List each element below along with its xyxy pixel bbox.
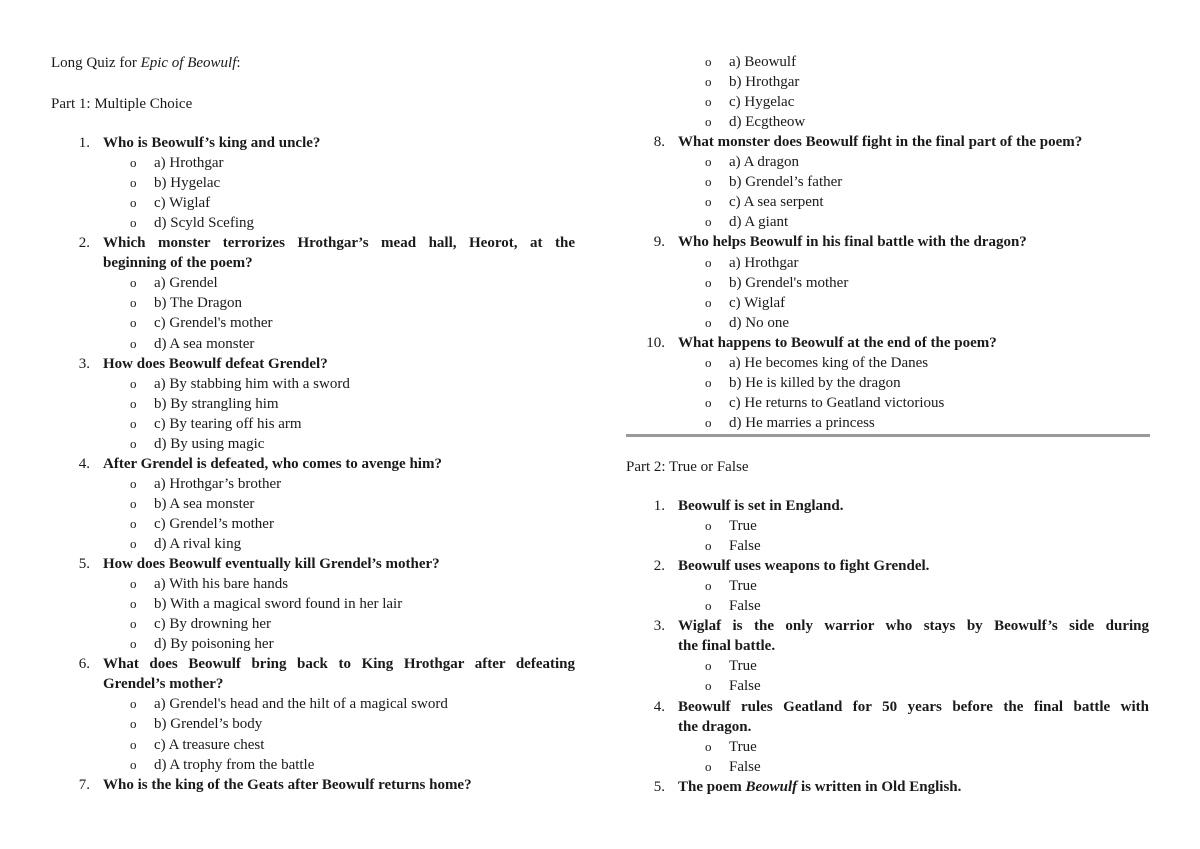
bullet-icon: o — [705, 174, 712, 190]
bullet-icon: o — [705, 578, 712, 594]
bullet-icon: o — [705, 374, 712, 390]
question-text: Beowulf uses weapons to fight Grendel. — [678, 558, 930, 575]
question-text: What monster does Beowulf fight in the final part of the poem? — [678, 134, 1083, 151]
bullet-icon: o — [705, 538, 712, 554]
answer-option: True — [729, 578, 757, 595]
question-text: beginning of the poem? — [103, 255, 253, 272]
bullet-icon: o — [705, 598, 712, 614]
bullet-icon: o — [130, 435, 137, 451]
answer-option: c) A treasure chest — [154, 736, 265, 753]
bullet-icon: o — [705, 214, 712, 230]
bullet-icon: o — [705, 194, 712, 210]
answer-option: a) With his bare hands — [154, 576, 289, 593]
answer-option: c) Grendel’s mother — [154, 515, 274, 532]
question-text: What does Beowulf bring back to King Hrothgar after defeating — [103, 656, 575, 673]
bullet-icon: o — [130, 315, 137, 331]
quiz-title: Long Quiz for Epic of Beowulf: — [51, 55, 241, 71]
question-number: 2. — [78, 235, 90, 252]
bullet-icon: o — [705, 54, 712, 69]
question-text: Who is Beowulf’s king and uncle? — [103, 135, 321, 151]
question-number: 5. — [653, 778, 665, 795]
bullet-icon: o — [705, 314, 712, 330]
bullet-icon: o — [130, 596, 137, 612]
question-number: 4. — [78, 455, 90, 472]
section-divider — [626, 434, 1150, 437]
bullet-icon: o — [705, 414, 712, 430]
answer-option: d) He marries a princess — [729, 414, 875, 431]
answer-option: d) A trophy from the battle — [154, 756, 315, 773]
answer-option: a) Grendel — [154, 275, 218, 292]
answer-option: d) By using magic — [154, 435, 265, 452]
bullet-icon: o — [705, 658, 712, 674]
answer-option: d) A rival king — [154, 536, 242, 552]
question-text: After Grendel is defeated, who comes to avenge him? — [103, 455, 442, 472]
answer-option: b) Hygelac — [154, 175, 221, 192]
bullet-icon: o — [705, 518, 712, 534]
answer-option: d) A sea monster — [154, 335, 255, 352]
answer-option: c) Hygelac — [729, 94, 795, 111]
bullet-icon: o — [130, 395, 137, 411]
bullet-icon: o — [130, 636, 137, 652]
question-text: Wiglaf is the only warrior who stays by Beowulf’s side during — [678, 618, 1149, 635]
question-text: Grendel’s mother? — [103, 676, 224, 693]
bullet-icon: o — [705, 274, 712, 290]
answer-option: a) By stabbing him with a sword — [154, 375, 350, 392]
bullet-icon: o — [705, 354, 712, 370]
answer-option: b) He is killed by the dragon — [729, 374, 901, 391]
question-text: the dragon. — [678, 718, 752, 735]
question-number: 1. — [78, 135, 90, 151]
answer-option: b) Hrothgar — [729, 74, 800, 91]
question-text-pre: The poem — [678, 778, 746, 795]
bullet-icon: o — [705, 94, 712, 110]
answer-option: a) Hrothgar’s brother — [154, 475, 282, 492]
question-text-post: is written in Old English. — [797, 778, 962, 795]
bullet-icon: o — [130, 215, 137, 231]
answer-option: False — [729, 678, 761, 695]
answer-option: False — [729, 758, 761, 775]
answer-option: c) By tearing off his arm — [154, 415, 302, 432]
question-text: Who helps Beowulf in his final battle with the dragon? — [678, 234, 1027, 251]
answer-option: True — [729, 738, 757, 755]
bullet-icon: o — [130, 475, 137, 491]
answer-option: c) Wiglaf — [154, 195, 211, 212]
answer-option: d) No one — [729, 314, 789, 331]
question-number: 5. — [78, 556, 90, 573]
question-text: Beowulf rules Geatland for 50 years before the final battle with — [678, 698, 1149, 715]
bullet-icon: o — [705, 678, 712, 694]
bullet-icon: o — [705, 758, 712, 774]
answer-option: a) Hrothgar — [154, 155, 224, 172]
question-number: 7. — [78, 776, 90, 793]
answer-option: d) Ecgtheow — [729, 114, 806, 131]
bullet-icon: o — [705, 738, 712, 754]
question-number: 2. — [653, 558, 665, 575]
answer-option: b) Grendel’s father — [729, 174, 843, 191]
bullet-icon: o — [130, 576, 137, 592]
answer-option: a) He becomes king of the Danes — [729, 354, 929, 371]
question-number: 6. — [78, 656, 90, 673]
question-text: Beowulf is set in England. — [678, 498, 844, 514]
answer-option: a) Hrothgar — [729, 254, 799, 271]
answer-option: True — [729, 658, 757, 675]
bullet-icon: o — [130, 275, 137, 291]
bullet-icon: o — [130, 536, 137, 551]
question-number: 3. — [78, 355, 90, 372]
question-text: the final battle. — [678, 638, 776, 655]
answer-option: b) With a magical sword found in her lair — [154, 596, 403, 613]
bullet-icon: o — [130, 495, 137, 511]
question-text: What happens to Beowulf at the end of the poem? — [678, 334, 997, 351]
bullet-icon: o — [130, 716, 137, 732]
answer-option: b) Grendel’s body — [154, 716, 263, 733]
bullet-icon: o — [130, 155, 137, 171]
bullet-icon: o — [130, 375, 137, 391]
answer-option: False — [729, 538, 761, 555]
answer-option: b) By strangling him — [154, 395, 279, 412]
answer-option: a) Grendel's head and the hilt of a magical sword — [154, 696, 448, 713]
answer-option: c) A sea serpent — [729, 194, 824, 211]
bullet-icon: o — [130, 295, 137, 311]
bullet-icon: o — [130, 175, 137, 191]
answer-option: c) By drowning her — [154, 616, 272, 633]
bullet-icon: o — [130, 756, 137, 772]
answer-option: b) A sea monster — [154, 495, 255, 512]
question-number: 3. — [653, 618, 665, 635]
bullet-icon: o — [130, 415, 137, 431]
answer-option: b) The Dragon — [154, 295, 243, 312]
bullet-icon: o — [130, 515, 137, 531]
answer-option: d) A giant — [729, 214, 789, 231]
question-text: Which monster terrorizes Hrothgar’s mead hall, Heorot, at the — [103, 235, 575, 252]
answer-option: d) By poisoning her — [154, 636, 274, 653]
bullet-icon: o — [705, 394, 712, 410]
bullet-icon: o — [705, 154, 712, 170]
answer-option: a) A dragon — [729, 154, 799, 171]
bullet-icon: o — [130, 616, 137, 632]
answer-option: b) Grendel's mother — [729, 274, 849, 291]
bullet-icon: o — [705, 74, 712, 90]
bullet-icon: o — [705, 114, 712, 130]
question-number: 8. — [653, 134, 665, 151]
bullet-icon: o — [705, 254, 712, 270]
answer-option: c) Grendel's mother — [154, 315, 273, 332]
bullet-icon: o — [705, 294, 712, 310]
question-text: Who is the king of the Geats after Beowulf returns home? — [103, 776, 472, 793]
part1-heading: Part 1: Multiple Choice — [51, 96, 193, 112]
bullet-icon: o — [130, 736, 137, 752]
question-number: 9. — [653, 234, 665, 251]
question-text — [678, 777, 961, 797]
question-number: 10. — [646, 334, 665, 351]
question-number: 1. — [653, 498, 665, 514]
part2-heading: Part 2: True or False — [626, 459, 749, 475]
question-text-italic: Beowulf — [745, 778, 798, 795]
answer-option: True — [729, 518, 757, 535]
answer-option: c) He returns to Geatland victorious — [729, 394, 945, 411]
bullet-icon: o — [130, 335, 137, 351]
question-text: How does Beowulf defeat Grendel? — [103, 355, 328, 372]
answer-option: False — [729, 598, 761, 615]
answer-option: c) Wiglaf — [729, 294, 786, 311]
answer-option: d) Scyld Scefing — [154, 215, 254, 232]
question-number: 4. — [653, 698, 665, 715]
bullet-icon: o — [130, 195, 137, 211]
question-text: How does Beowulf eventually kill Grendel’s mother? — [103, 556, 440, 573]
answer-option: a) Beowulf — [729, 54, 797, 70]
bullet-icon: o — [130, 696, 137, 712]
